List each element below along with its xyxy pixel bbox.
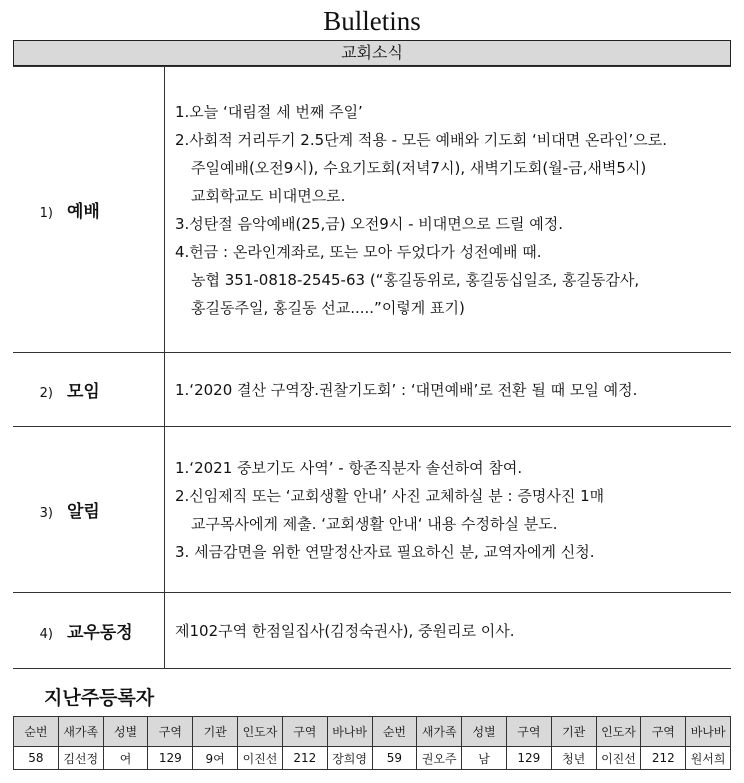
table-cell: 김선정 [58, 747, 103, 770]
section-number: 4) [39, 627, 53, 642]
column-header: 바나바 [327, 717, 372, 747]
content-line: 주일예배(오전9시), 수요기도회(저녁7시), 새벽기도회(월-금,새벽5시) [191, 158, 647, 177]
table-cell: 이진선 [238, 747, 283, 770]
content-line: 4.헌금 : 온라인계좌로, 또는 모아 두었다가 성전예배 때. [175, 242, 542, 261]
registry-title: 지난주등록자 [44, 687, 155, 709]
news-section-row [13, 67, 731, 353]
table-cell: 남 [462, 747, 507, 770]
table-cell: 이진선 [596, 747, 641, 770]
column-header: 구역 [506, 717, 551, 747]
section-label [13, 427, 165, 593]
column-header: 성별 [103, 717, 148, 747]
section-number: 2) [39, 386, 53, 401]
content-line: 제102구역 한점일집사(김정숙권사), 중원리로 이사. [175, 621, 515, 640]
column-header: 인도자 [596, 717, 641, 747]
table-row [14, 747, 731, 770]
page-title: Bulletins [323, 6, 421, 36]
table-cell: 212 [641, 747, 686, 770]
content-line: 교회학교도 비대면으로. [191, 186, 346, 205]
column-header: 구역 [148, 717, 193, 747]
registry-header-row [14, 717, 731, 747]
table-cell: 129 [148, 747, 193, 770]
section-number: 3) [39, 506, 53, 521]
column-header: 순번 [14, 717, 59, 747]
content-line: 홍길동주일, 홍길동 선교.....”이렇게 표기) [191, 298, 465, 317]
column-header: 기관 [551, 717, 596, 747]
content-line: 농협 351-0818-2545-63 (“홍길동위로, 홍길동십일조, 홍길동감사, [191, 270, 640, 289]
section-name: 모임 [67, 382, 100, 402]
section-label [13, 67, 165, 353]
section-name: 예배 [67, 202, 100, 222]
content-line: 3. 세금감면을 위한 연말정산자료 필요하신 분, 교역자에게 신청. [175, 542, 595, 561]
section-label [13, 593, 165, 669]
table-cell: 212 [282, 747, 327, 770]
column-header: 성별 [462, 717, 507, 747]
content-line: 2.신임제직 또는 ‘교회생활 안내’ 사진 교체하실 분 : 증명사진 1매 [175, 486, 605, 505]
content-line: 교구목사에게 제출. ‘교회생활 안내‘ 내용 수정하실 분도. [191, 514, 558, 533]
table-cell: 청년 [551, 747, 596, 770]
news-section-row [13, 353, 731, 427]
table-cell: 장희영 [327, 747, 372, 770]
column-header: 바나바 [686, 717, 731, 747]
section-header: 교회소식 [13, 40, 731, 66]
table-cell: 여 [103, 747, 148, 770]
news-section-row [13, 427, 731, 593]
news-section-row [13, 593, 731, 669]
section-content [165, 67, 732, 353]
column-header: 구역 [641, 717, 686, 747]
registry-table [13, 716, 731, 770]
content-line: 1.오늘 ‘대림절 세 번째 주일’ [175, 102, 363, 121]
table-cell: 129 [506, 747, 551, 770]
table-cell: 권오주 [417, 747, 462, 770]
table-cell: 59 [372, 747, 417, 770]
column-header: 기관 [193, 717, 238, 747]
table-cell: 58 [14, 747, 59, 770]
column-header: 구역 [282, 717, 327, 747]
section-number: 1) [39, 206, 53, 221]
table-cell: 원서희 [686, 747, 731, 770]
content-line: 3.성탄절 음악예배(25,금) 오전9시 - 비대면으로 드릴 예정. [175, 214, 564, 233]
section-content [165, 593, 732, 669]
column-header: 새가족 [417, 717, 462, 747]
content-line: 1.‘2021 중보기도 사역’ - 항존직분자 솔선하여 참여. [175, 458, 523, 477]
column-header: 새가족 [58, 717, 103, 747]
section-label [13, 353, 165, 427]
column-header: 순번 [372, 717, 417, 747]
section-name: 교우동정 [67, 623, 133, 643]
content-line: 2.사회적 거리두기 2.5단계 적용 - 모든 예배와 기도회 ‘비대면 온라인’으로. [175, 130, 668, 149]
section-name: 알림 [67, 502, 100, 522]
section-content [165, 353, 732, 427]
content-line: 1.‘2020 결산 구역장.권찰기도회’ : ‘대면예배’로 전환 될 때 모일 예정. [175, 380, 638, 399]
column-header: 인도자 [238, 717, 283, 747]
table-cell: 9여 [193, 747, 238, 770]
news-table [13, 66, 731, 669]
section-content [165, 427, 732, 593]
